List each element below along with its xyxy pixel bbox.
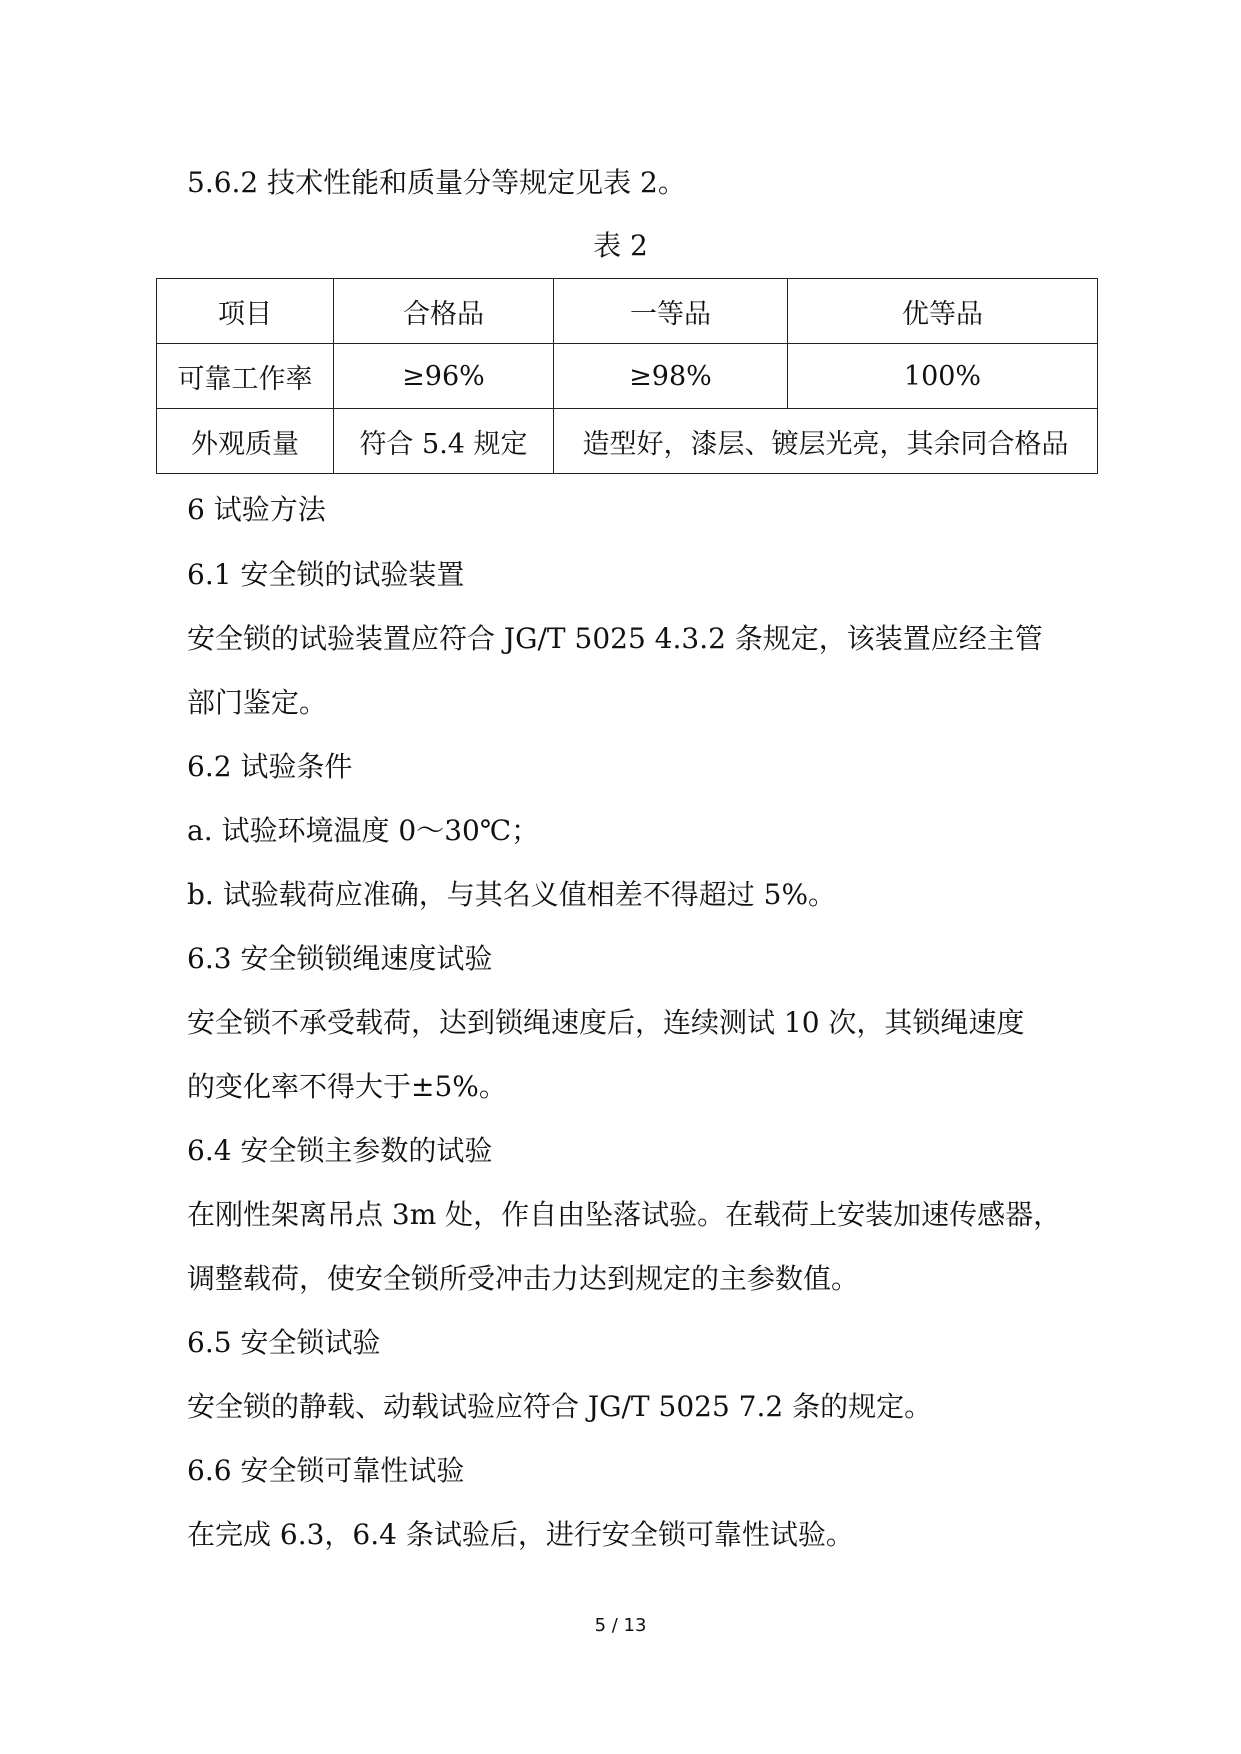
section-6-6-heading: 6.6 安全锁可靠性试验: [187, 1454, 465, 1487]
quality-grade-table: [156, 278, 1098, 474]
section-6-2-heading: 6.2 试验条件: [187, 750, 353, 783]
body-text: 部门鉴定。: [187, 686, 328, 719]
body-text: 在完成 6.3，6.4 条试验后，进行安全锁可靠性试验。: [187, 1518, 854, 1551]
section-6-5-heading: 6.5 安全锁试验: [187, 1326, 381, 1359]
table-header-cell: 一等品: [554, 279, 788, 344]
list-item: a. 试验环境温度 0～30℃；: [187, 814, 540, 847]
table-cell: 外观质量: [157, 409, 334, 474]
section-5-6-2-heading: 5.6.2 技术性能和质量分等规定见表 2。: [187, 166, 686, 199]
section-6-1-heading: 6.1 安全锁的试验装置: [187, 558, 465, 591]
body-text: 安全锁的试验装置应符合 JG/T 5025 4.3.2 条规定，该装置应经主管: [187, 622, 1043, 655]
table-header-cell: 合格品: [334, 279, 554, 344]
table-header-cell: 优等品: [788, 279, 1098, 344]
body-text: 安全锁不承受载荷，达到锁绳速度后，连续测试 10 次，其锁绳速度: [187, 1006, 1025, 1039]
body-text: 的变化率不得大于±5%。: [187, 1070, 507, 1103]
page-number: 5 / 13: [594, 1615, 647, 1636]
table-cell: 造型好，漆层、镀层光亮，其余同合格品: [554, 409, 1098, 474]
body-text: 调整载荷，使安全锁所受冲击力达到规定的主参数值。: [187, 1262, 860, 1295]
section-6-3-heading: 6.3 安全锁锁绳速度试验: [187, 942, 493, 975]
table-cell: ≥98%: [554, 344, 788, 409]
table-cell: 符合 5.4 规定: [334, 409, 554, 474]
table-header-row: [157, 279, 1098, 344]
table-caption: 表 2: [593, 229, 648, 262]
table-cell: ≥96%: [334, 344, 554, 409]
table-header-cell: 项目: [157, 279, 334, 344]
body-text: 安全锁的静载、动载试验应符合 JG/T 5025 7.2 条的规定。: [187, 1390, 933, 1423]
section-6-heading: 6 试验方法: [187, 493, 326, 526]
table-cell: 可靠工作率: [157, 344, 334, 409]
table-row: [157, 344, 1098, 409]
body-text: 在刚性架离吊点 3m 处，作自由坠落试验。在载荷上安装加速传感器，: [187, 1198, 1062, 1231]
table-cell: 100%: [788, 344, 1098, 409]
list-item: b. 试验载荷应准确，与其名义值相差不得超过 5%。: [187, 878, 837, 911]
section-6-4-heading: 6.4 安全锁主参数的试验: [187, 1134, 493, 1167]
table-row: [157, 409, 1098, 474]
